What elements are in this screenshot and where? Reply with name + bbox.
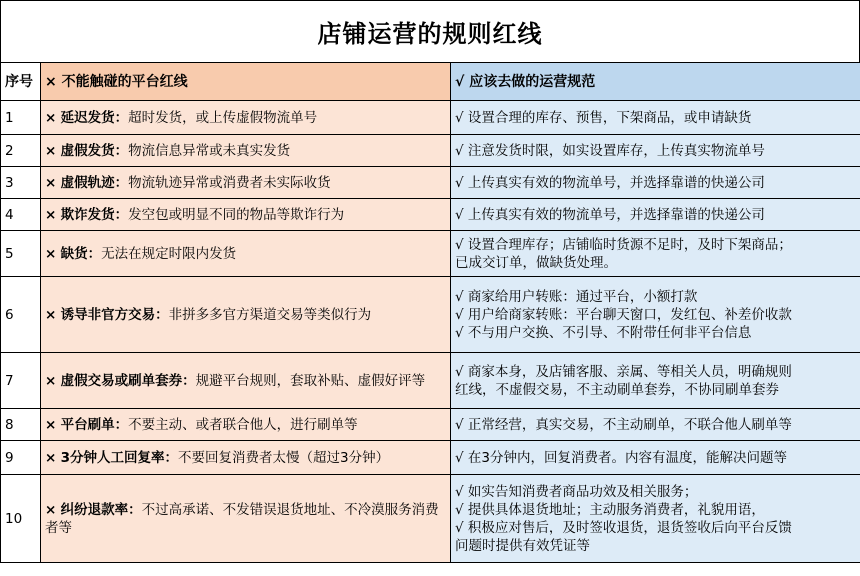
- red-line-label: 虚假轨迹：: [60, 174, 129, 191]
- norm-cell: [451, 409, 860, 441]
- red-line-label: 平台刷单：: [60, 416, 129, 433]
- cross-mark: ×: [45, 501, 57, 518]
- cross-mark: ×: [45, 372, 57, 389]
- red-line-desc: 非拼多多官方渠道交易等类似行为: [168, 306, 372, 323]
- cross-mark: ×: [45, 449, 57, 466]
- norm-line: 已成交订单，做缺货处理。: [455, 254, 617, 271]
- red-line-cell: [41, 199, 451, 231]
- norm-cell: [451, 199, 860, 231]
- rules-table: [0, 62, 860, 563]
- header-row: [1, 63, 860, 101]
- cross-mark: ×: [45, 306, 57, 323]
- cross-mark: ×: [45, 109, 57, 126]
- row-number: 7: [1, 353, 41, 409]
- norm-line: 红线，不虚假交易，不主动刷单套券，不协同刷单套券: [455, 381, 779, 398]
- header-red-lines: × 不能触碰的平台红线: [41, 63, 451, 101]
- page-title: 店铺运营的规则红线: [0, 0, 860, 62]
- norm-line: √ 不与用户交换、不引导、不附带任何非平台信息: [455, 324, 752, 341]
- header-num: 序号: [1, 63, 41, 101]
- red-line-cell: [41, 277, 451, 353]
- table-row: [1, 441, 860, 475]
- cross-mark: ×: [45, 142, 57, 159]
- cross-mark: ×: [45, 245, 57, 262]
- red-line-label: 缺货：: [60, 245, 102, 262]
- red-line-label: 欺诈发货：: [60, 206, 129, 223]
- red-line-desc: 不要主动、或者联合他人，进行刷单等: [128, 416, 358, 433]
- row-number: 4: [1, 199, 41, 231]
- norm-line: √ 上传真实有效的物流单号，并选择靠谱的快递公司: [455, 206, 765, 223]
- norm-line: √ 设置合理的库存、预售，下架商品，或申请缺货: [455, 109, 752, 126]
- red-line-desc: 物流轨迹异常或消费者未实际收货: [128, 174, 331, 191]
- red-line-cell: [41, 231, 451, 277]
- table-row: [1, 231, 860, 277]
- norm-cell: [451, 277, 860, 353]
- red-line-cell: [41, 135, 451, 167]
- row-number: 1: [1, 101, 41, 135]
- red-line-desc: 发空包或明显不同的物品等欺诈行为: [128, 206, 345, 223]
- red-line-cell: [41, 475, 451, 563]
- table-row: [1, 199, 860, 231]
- red-line-desc: 物流信息异常或未真实发货: [128, 142, 291, 159]
- table-row: [1, 277, 860, 353]
- red-line-label: 虚假交易或刷单套券：: [60, 372, 196, 389]
- cross-mark: ×: [45, 206, 57, 223]
- red-line-cell: [41, 409, 451, 441]
- red-line-desc: 规避平台规则，套取补贴、虚假好评等: [195, 372, 426, 389]
- norm-cell: [451, 353, 860, 409]
- norm-line: √ 上传真实有效的物流单号，并选择靠谱的快递公司: [455, 174, 765, 191]
- norm-line: √ 用户给商家转账：平台聊天窗口，发红包、补差价收款: [455, 306, 792, 323]
- red-line-label: 3分钟人工回复率：: [60, 449, 179, 466]
- norm-cell: [451, 475, 860, 563]
- norm-cell: [451, 231, 860, 277]
- header-norms: √ 应该去做的运营规范: [451, 63, 860, 101]
- red-line-desc: 不要回复消费者太慢（超过3分钟）: [178, 449, 390, 466]
- red-line-label: 虚假发货：: [60, 142, 129, 159]
- norm-line: √ 设置合理库存；店铺临时货源不足时，及时下架商品；: [455, 236, 792, 253]
- row-number: 8: [1, 409, 41, 441]
- norm-line: √ 提供具体退货地址；主动服务消费者，礼貌用语，: [455, 501, 765, 518]
- cross-mark: ×: [45, 174, 57, 191]
- norm-line: √ 商家本身，及店铺客服、亲属、等相关人员，明确规则: [455, 363, 792, 380]
- norm-line: √ 正常经营，真实交易，不主动刷单，不联合他人刷单等: [455, 416, 792, 433]
- row-number: 6: [1, 277, 41, 353]
- red-line-label: 纠纷退款率：: [60, 501, 142, 518]
- row-number: 9: [1, 441, 41, 475]
- table-row: [1, 135, 860, 167]
- norm-cell: [451, 441, 860, 475]
- norm-line: √ 积极应对售后，及时签收退货，退货签收后向平台反馈: [455, 519, 792, 536]
- norm-cell: [451, 101, 860, 135]
- red-line-label: 延迟发货：: [60, 109, 129, 126]
- norm-line: √ 注意发货时限，如实设置库存，上传真实物流单号: [455, 142, 765, 159]
- table-row: [1, 167, 860, 199]
- row-number: 3: [1, 167, 41, 199]
- red-line-label: 诱导非官方交易：: [60, 306, 169, 323]
- norm-line: √ 商家给用户转账：通过平台，小额打款: [455, 288, 698, 305]
- red-line-cell: [41, 101, 451, 135]
- red-line-desc: 不过高承诺、不发错误退货地址、不冷漠服务消费者等: [45, 501, 439, 536]
- norm-line: √ 如实告知消费者商品功效及相关服务；: [455, 483, 698, 500]
- row-number: 10: [1, 475, 41, 563]
- cross-mark: ×: [45, 416, 57, 433]
- red-line-cell: [41, 167, 451, 199]
- table-row: [1, 409, 860, 441]
- red-line-cell: [41, 353, 451, 409]
- norm-cell: [451, 135, 860, 167]
- row-number: 2: [1, 135, 41, 167]
- row-number: 5: [1, 231, 41, 277]
- norm-cell: [451, 167, 860, 199]
- table-row: [1, 475, 860, 563]
- red-line-cell: [41, 441, 451, 475]
- red-line-desc: 超时发货，或上传虚假物流单号: [128, 109, 318, 126]
- norm-line: 问题时提供有效凭证等: [455, 537, 590, 554]
- norm-line: √ 在3分钟内，回复消费者。内容有温度，能解决问题等: [455, 449, 787, 466]
- red-line-desc: 无法在规定时限内发货: [101, 245, 237, 262]
- table-row: [1, 353, 860, 409]
- table-row: [1, 101, 860, 135]
